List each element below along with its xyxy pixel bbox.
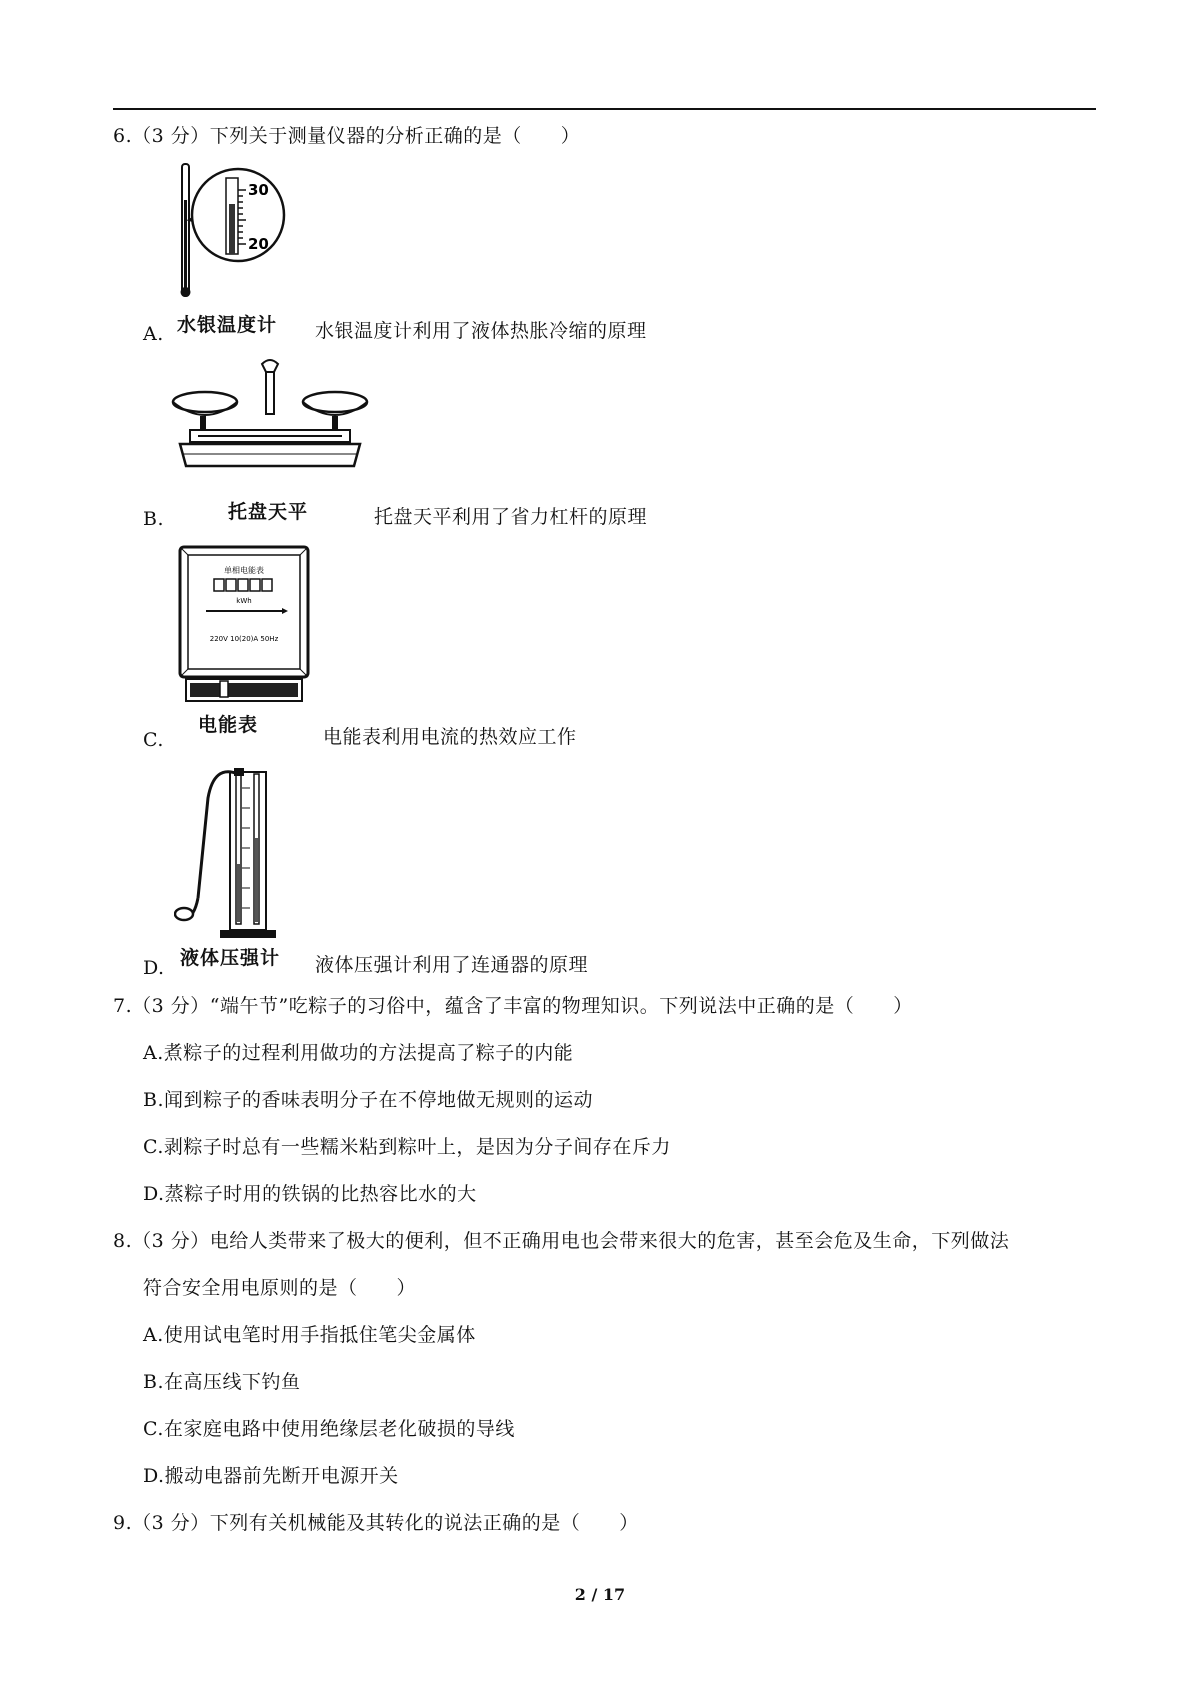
option-6c-text: 电能表利用电流的热效应工作 [323, 726, 577, 748]
option-text: 在高压线下钓鱼 [164, 1371, 301, 1393]
meter-title: 单相电能表 [224, 566, 264, 575]
option-6d-text: 液体压强计利用了连通器的原理 [315, 954, 589, 976]
option-letter: B. [143, 1371, 165, 1393]
option-6b-text: 托盘天平利用了省力杠杆的原理 [374, 506, 648, 528]
option-6b-letter: B. [143, 508, 165, 530]
question-text: 下列关于测量仪器的分析正确的是（ ） [209, 125, 581, 147]
option-8c [143, 1416, 515, 1442]
question-6 [113, 123, 580, 149]
question-9 [113, 1510, 639, 1536]
question-points: （3 分） [132, 995, 210, 1017]
question-points: （3 分） [132, 1512, 210, 1534]
option-text: 使用试电笔时用手指抵住笔尖金属体 [163, 1324, 476, 1346]
option-6a-letter: A. [143, 323, 164, 345]
option-letter: A. [143, 1042, 164, 1064]
option-7a [143, 1040, 573, 1066]
option-letter: A. [143, 1324, 164, 1346]
option-text: 闻到粽子的香味表明分子在不停地做无规则的运动 [164, 1089, 594, 1111]
balance-scale-image [170, 358, 370, 488]
question-number: 8. [113, 1230, 133, 1252]
option-letter: D. [143, 1465, 165, 1487]
energy-meter-image [178, 545, 310, 707]
option-7d [143, 1181, 477, 1207]
option-text: 煮粽子的过程利用做功的方法提高了粽子的内能 [163, 1042, 574, 1064]
pressure-gauge-caption: 液体压强计 [180, 947, 281, 969]
question-7 [113, 993, 913, 1019]
question-points: （3 分） [132, 1230, 210, 1252]
meter-rating: 220V 10(20)A 50Hz [209, 635, 279, 643]
question-text: 电给人类带来了极大的便利，但不正确用电也会带来很大的危害，甚至会危及生命，下列做法 [209, 1230, 1010, 1252]
header-rule [113, 108, 1096, 110]
option-letter: C. [143, 1418, 164, 1440]
option-7c [143, 1134, 671, 1160]
option-letter: C. [143, 1136, 164, 1158]
scale-label-20: 20 [248, 235, 269, 253]
option-8b [143, 1369, 301, 1395]
option-letter: B. [143, 1089, 165, 1111]
option-text: 蒸粽子时用的铁锅的比热容比水的大 [164, 1183, 477, 1205]
balance-caption: 托盘天平 [228, 501, 309, 523]
page-number: 2 / 17 [574, 1585, 626, 1604]
option-6a-text: 水银温度计利用了液体热胀冷缩的原理 [315, 320, 647, 342]
question-number: 9. [113, 1512, 133, 1534]
question-8-continuation: 符合安全用电原则的是（ ） [143, 1277, 417, 1299]
option-letter: D. [143, 1183, 165, 1205]
pressure-gauge-image [174, 768, 304, 940]
thermometer-image [170, 160, 290, 300]
scale-label-30: 30 [248, 181, 269, 199]
question-text: “端午节”吃粽子的习俗中，蕴含了丰富的物理知识。下列说法中正确的是（ ） [209, 995, 913, 1017]
option-text: 搬动电器前先断开电源开关 [164, 1465, 399, 1487]
question-number: 6. [113, 125, 133, 147]
option-7b [143, 1087, 593, 1113]
question-8 [113, 1228, 1009, 1254]
option-6c-letter: C. [143, 729, 164, 751]
option-text: 在家庭电路中使用绝缘层老化破损的导线 [163, 1418, 515, 1440]
option-8d [143, 1463, 399, 1489]
option-8a [143, 1322, 476, 1348]
thermometer-caption: 水银温度计 [177, 314, 278, 336]
meter-unit: kWh [236, 597, 252, 605]
option-6d-letter: D. [143, 957, 165, 979]
energy-meter-caption: 电能表 [198, 714, 259, 736]
option-text: 剥粽子时总有一些糯米粘到粽叶上，是因为分子间存在斥力 [163, 1136, 671, 1158]
question-points: （3 分） [132, 125, 210, 147]
question-text: 下列有关机械能及其转化的说法正确的是（ ） [209, 1512, 639, 1534]
question-number: 7. [113, 995, 133, 1017]
